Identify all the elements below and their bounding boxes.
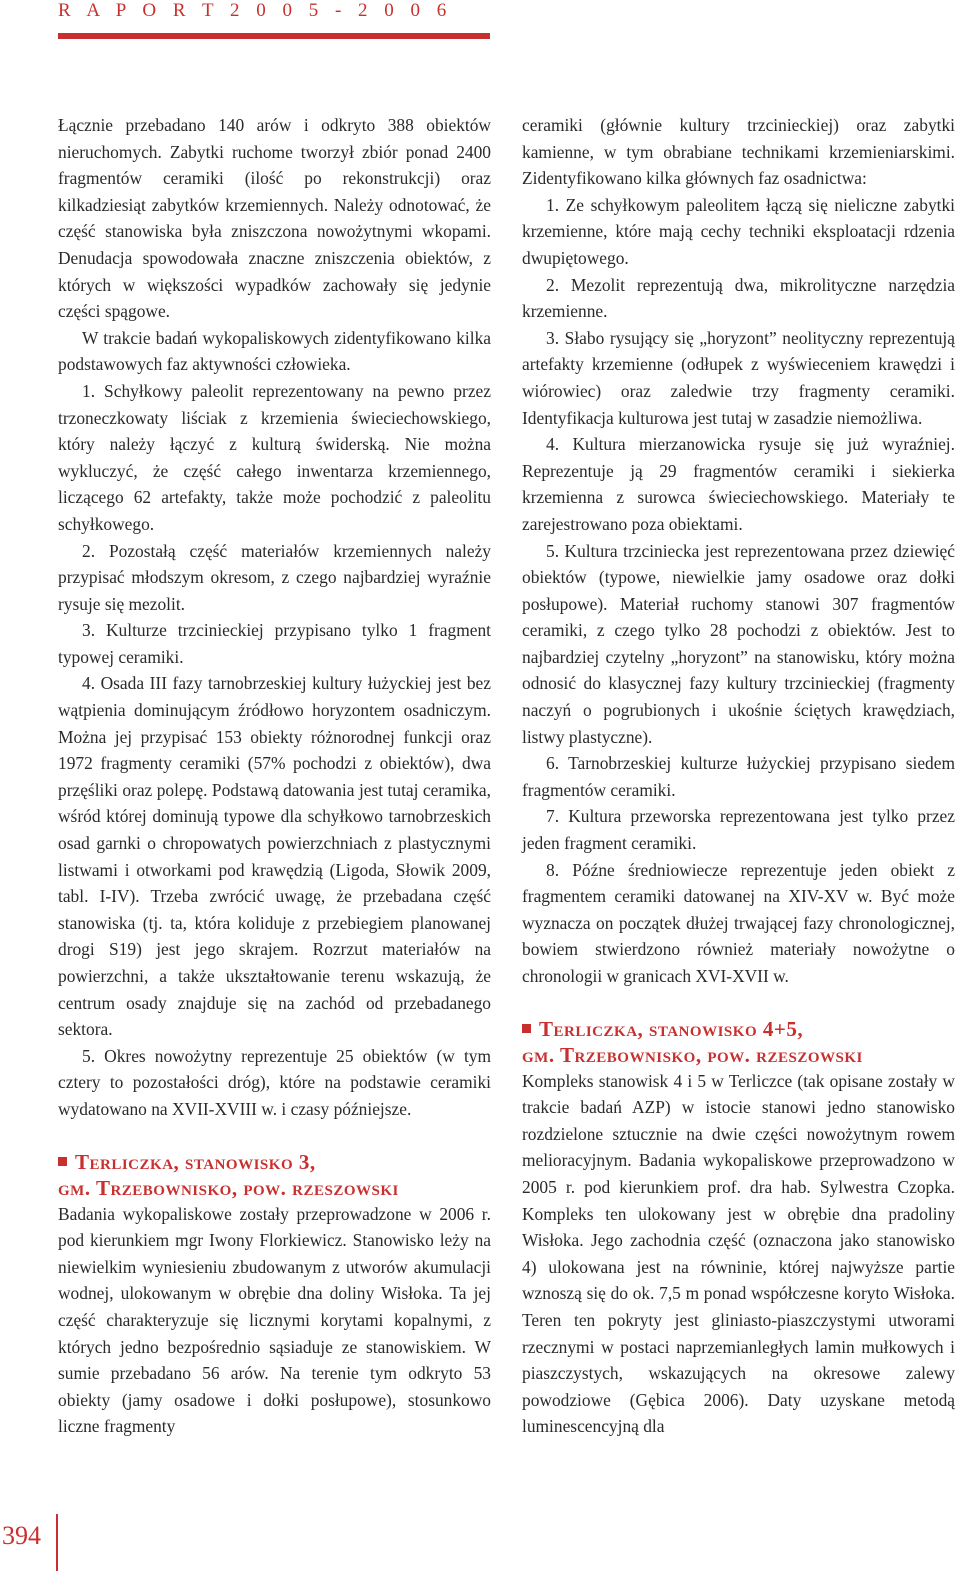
square-bullet-icon [58, 1157, 67, 1166]
section-heading [58, 1149, 491, 1201]
paragraph: 4. Kultura mierzanowicka rysuje się już wyraźniej. Reprezentuje ją 29 fragmentów ceramiki i siekierka krzemienna z surowca świeciechowskiego. Materiały te zarejestrowano poza obiektami. [522, 434, 955, 534]
section-heading [522, 1016, 955, 1068]
section-heading-line1: Terliczka, stanowisko 3, [75, 1149, 316, 1174]
paragraph: Łącznie przebadano 140 arów i odkryto 388 obiektów nieruchomych. Zabytki ruchome tworzył zbiór ponad 2400 fragmentów ceramiki (ilość po rekonstrukcji) oraz kilkadziesiąt zabytków krzemiennych. Należy odnotować, że część stanowiska była zniszczona nowożytnymi wkopami. Denudacja spowodowała znaczne zniszczenia obiektów, z których w większości wypadków zachowały się jedynie części spągowe. [58, 115, 491, 322]
paragraph: 7. Kultura przeworska reprezentowana jest tylko przez jeden fragment ceramiki. [522, 806, 955, 854]
site-section-terliczka-3 [58, 1149, 491, 1440]
paragraph: 3. Kulturze trzcinieckiej przypisano tylko 1 fragment typowej ceramiki. [58, 620, 491, 667]
paragraph: 2. Pozostałą część materiałów krzemiennych należy przypisać młodszym okresom, z czego najbardziej wyraźnie rysuje się mezolit. [58, 540, 491, 614]
footer-rule [56, 1514, 58, 1571]
running-header-title: R A P O R T 2 0 0 5 - 2 0 0 6 [58, 0, 453, 21]
header-rule [58, 33, 490, 39]
section-text: Kompleks stanowisk 4 i 5 w Terliczce (tak opisane zostały w trakcie badań AZP) w istocie stanowi jedno stanowisko rozdzielone sztucznie na dwie części nowożytnym rowem melioracyjnym. Badania wykopaliskowe przeprowadzono w 2005 r. pod kierunkiem prof. dra hab. Sylwestra Czopka. Kompleks ten ulokowany jest w obrębie dna pradoliny Wisłoka. Jego zachodnia część (oznaczona jako stanowisko 4) ulokowana jest na równinie, której najwyższe partie wznoszą się do ok. 7,5 m ponad współczesne koryto Wisłoka. Teren ten pokryty jest gliniasto-piaszczystymi utworami rzecznymi w postaci naprzemianległych lamin mułkowych i piaszczystych, wskazujących na okresowe zalewy powodziowe (Gębica 2006). Daty uzyskane metodą luminescencyjną dla [522, 1070, 955, 1437]
section-heading-line2: gm. Trzebownisko, pow. rzeszowski [58, 1175, 399, 1200]
square-bullet-icon [522, 1024, 531, 1033]
section-heading-line1: Terliczka, stanowisko 4+5, [539, 1016, 804, 1041]
paragraph: ceramiki (głównie kultury trzcinieckiej) oraz zabytki kamienne, w tym obrabiane technikami krzemieniarskimi. Zidentyfikowano kilka głównych faz osadnictwa: [522, 115, 955, 189]
paragraph: W trakcie badań wykopaliskowych zidentyfikowano kilka podstawowych faz aktywności człowieka. [58, 327, 491, 375]
paragraph: 4. Osada III fazy tarnobrzeskiej kultury łużyckiej jest bez wątpienia dominującym źródłowo horyzontem osadniczym. Można jej przypisać 153 obiekty różnorodnej funkcji oraz 1972 fragmenty ceramiki (57% pochodzi z obiektów), dwa przęśliki oraz polepę. Podstawą datowania jest tutaj ceramika, wśród której dominują typowe dla schyłkowo tarnobrzeskich osad garnki o chropowatych powierzchniach z plastycznymi listwami i otworkami pod krawędzią (Ligoda, Słowik 2009, tabl. I-IV). Trzeba zwrócić uwagę, że przebadana część stanowiska (tj. ta, która koliduje z przebiegiem planowanej drogi S19) jest jego skrajem. Rozrzut materiałów na powierzchni, a także ukształtowanie terenu wskazują, że centrum osady znajduje się na zachód od przebadanego sektora. [58, 673, 491, 1040]
paragraph: 1. Ze schyłkowym paleolitem łączą się nieliczne zabytki krzemienne, które mają cechy techniki eksploatacji rdzenia dwupiętowego. [522, 194, 955, 268]
paragraph: 2. Mezolit reprezentują dwa, mikrolityczne narzędzia krzemienne. [522, 274, 955, 322]
section-text: Badania wykopaliskowe zostały przeprowadzone w 2006 r. pod kierunkiem mgr Iwony Florkiewicz. Stanowisko leży na niewielkim wyniesieniu zbudowanym z utworów akumulacji wodnej, ulokowanym w obrębie dna doliny Wisłoka. Ta jej część charakteryzuje się licznymi korytami kopalnymi, z których jedno bezpośrednio sąsiaduje ze stanowiskiem. W sumie przebadano 56 arów. Na terenie tym odkryto 53 obiekty (jamy osadowe i dołki posłupowe), stosunkowo liczne fragmenty [58, 1203, 491, 1437]
paragraph: 1. Schyłkowy paleolit reprezentowany na pewno przez trzoneczkowaty liściak z krzemienia świeciechowskiego, który należy łączyć z kulturą świderską. Nie można wykluczyć, że część całego inwentarza krzemiennego, liczącego 62 artefakty, także może pochodzić z paleolitu schyłkowego. [58, 380, 491, 534]
paragraph: 8. Późne średniowiecze reprezentuje jeden obiekt z fragmentem ceramiki datowanej na XIV-XV w. Być może wyznacza on początek dłużej trwającej fazy chronologicznej, bowiem stwierdzono również materiały nowożytne o chronologii w granicach XVI-XVII w. [522, 859, 955, 986]
paragraph: 6. Tarnobrzeskiej kulturze łużyckiej przypisano siedem fragmentów ceramiki. [522, 753, 955, 800]
site-section-terliczka-4-5 [522, 1016, 955, 1440]
right-column [522, 112, 955, 1440]
left-column [58, 112, 491, 1440]
paragraph: 5. Kultura trzciniecka jest reprezentowana przez dziewięć obiektów (typowe, niewielkie jamy osadowe oraz dołki posłupowe). Materiał ruchomy stanowi 307 fragmentów ceramiki, z czego tylko 28 pochodzi z obiektów. Jest to najbardziej czytelny „horyzont” na stanowisku, który można odnosić do klasycznej fazy kultury trzcinieckiej (fragmenty naczyń o pogrubionych i ukośnie ściętych krawędziach, listwy plastyczne). [522, 540, 955, 747]
page-number: 394 [2, 1521, 41, 1550]
paragraph: 5. Okres nowożytny reprezentuje 25 obiektów (w tym cztery to pozostałości dróg), które na podstawie ceramiki wydatowano na XVII-XVIII w. i czasy późniejsze. [58, 1045, 491, 1119]
section-heading-line2: gm. Trzebownisko, pow. rzeszowski [522, 1042, 863, 1067]
paragraph: 3. Słabo rysujący się „horyzont” neolityczny reprezentują artefakty krzemienne (odłupek z wyświeceniem krawędzi i wiórowiec) oraz zaledwie trzy fragmenty ceramiki. Identyfikacja kulturowa jest tutaj w zasadzie niemożliwa. [522, 327, 955, 428]
